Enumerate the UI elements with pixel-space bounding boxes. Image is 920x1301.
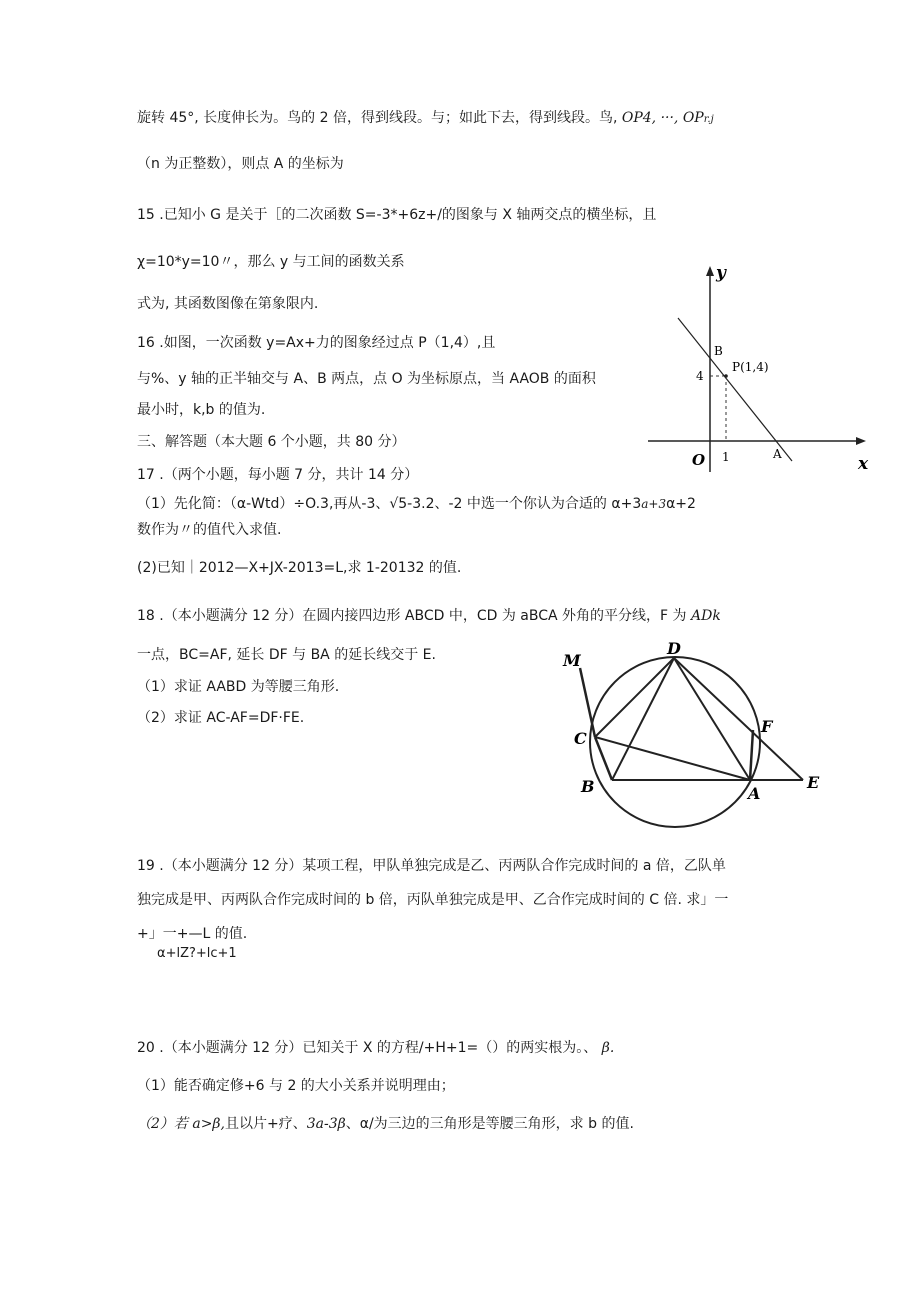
- segment-af: [750, 730, 753, 780]
- label-m: M: [563, 651, 581, 670]
- question-18-part-1: （1）求证 AABD 为等腰三角形.: [137, 679, 340, 695]
- line-1-math: OP4, ···, OP: [621, 110, 704, 126]
- point-b-label: B: [714, 344, 723, 358]
- section-3-heading: 三、解答题（本大题 6 个小题，共 80 分）: [137, 434, 406, 450]
- q20-math: β.: [601, 1040, 615, 1056]
- origin-label: O: [692, 451, 706, 469]
- y-axis-arrow: [706, 266, 714, 276]
- label-f: F: [761, 717, 773, 736]
- question-17-part-2: (2)已知｜2012—X+JX-2013=L,求 1-20132 的值.: [137, 560, 462, 576]
- label-a: A: [748, 784, 761, 803]
- x-axis-arrow: [856, 437, 866, 445]
- question-15-end: 式为, 其函数图像在第象限内.: [137, 296, 319, 312]
- question-20: [137, 1038, 614, 1058]
- question-20-part-1: （1）能否确定修+6 与 2 的大小关系并说明理由；: [137, 1078, 455, 1094]
- question-17: 17 .（两个小题，每小题 7 分，共计 14 分）: [137, 467, 419, 483]
- label-c: C: [574, 729, 587, 748]
- q20-2-tail: 、α/为三边的三角形是等腰三角形，求 b 的值.: [345, 1116, 634, 1132]
- q18-text: 18 .（本小题满分 12 分）在圆内接四边形 ABCD 中，CD 为 aBCA 外角的平分线，F 为: [137, 608, 687, 624]
- tick-1-label: 1: [722, 450, 730, 464]
- question-18: [137, 606, 721, 626]
- question-18-part-2: （2）求证 AC-AF=DF·FE.: [137, 710, 305, 726]
- q18-math: ADk: [690, 608, 721, 624]
- question-17-part-1: [137, 494, 696, 514]
- tick-4-label: 4: [696, 369, 704, 383]
- q20-2-text: 且以片+疗、: [224, 1116, 307, 1132]
- question-19-formula: α+lZ?+lc+1: [157, 946, 237, 961]
- function-line: [678, 318, 792, 461]
- question-15-cont: χ=10*y=10〃，那么 y 与工间的函数关系: [137, 254, 405, 270]
- label-b: B: [581, 777, 595, 796]
- point-p-label: P(1,4): [732, 360, 769, 374]
- inscribed-quadrilateral-figure: [555, 640, 830, 835]
- question-16-end: 最小时，k,b 的值为.: [137, 402, 266, 418]
- point-a-label: A: [773, 447, 782, 461]
- line-1-text: 旋转 45°, 长度伸长为。鸟的 2 倍，得到线段。与；如此下去，得到线段。鸟,: [137, 110, 618, 126]
- linear-function-graph: [640, 258, 880, 480]
- question-16: 16 .如图，一次函数 y=Ax+力的图象经过点 P（1,4）,且: [137, 335, 496, 351]
- x-axis-label: x: [858, 454, 869, 474]
- question-17-part-1-cont: 数作为〃的值代入求值.: [137, 522, 282, 538]
- question-19: 19 .（本小题满分 12 分）某项工程，甲队单独完成是乙、丙两队合作完成时间的 a 倍，乙队单: [137, 858, 726, 874]
- question-19-end: +」一+—L 的值.: [137, 926, 248, 942]
- line-2: （n 为正整数），则点 A 的坐标为: [137, 156, 344, 172]
- segment-mc: [580, 668, 595, 737]
- question-16-cont: 与%、y 轴的正半轴交与 A、B 两点，点 O 为坐标原点，当 AAOB 的面积: [137, 371, 596, 387]
- question-20-part-2: [137, 1114, 634, 1134]
- q20-2-expr: 3a-3β: [306, 1116, 346, 1132]
- label-d: D: [667, 640, 681, 658]
- y-axis-label: y: [716, 263, 726, 283]
- label-e: E: [807, 773, 820, 792]
- line-1: [137, 108, 714, 130]
- q17-1-tail: α+2: [666, 496, 696, 512]
- q17-1-text: （1）先化简：（α-Wtd）÷O.3,再从-3、√5-3.2、-2 中选一个你认为合适的 α+3: [137, 496, 642, 512]
- q17-1-math: a+3: [641, 497, 667, 511]
- point-p-dot: [724, 374, 728, 378]
- q20-text: 20 .（本小题满分 12 分）已知关于 X 的方程/+H+1=（）的两实根为。、: [137, 1040, 598, 1056]
- line-1-sub: r.j: [703, 114, 714, 125]
- question-19-cont: 独完成是甲、丙两队合作完成时间的 b 倍，丙队单独完成是甲、乙合作完成时间的 C 倍. 求」一: [137, 892, 729, 908]
- question-15: 15 .已知小 G 是关于［的二次函数 S=-3*+6z+/的图象与 X 轴两交点的横坐标，且: [137, 207, 657, 223]
- segment-dc: [595, 658, 674, 737]
- q20-2-math: （2）若 a>β,: [137, 1116, 225, 1132]
- question-18-cont: 一点，BC=AF, 延长 DF 与 BA 的延长线交于 E.: [137, 647, 436, 663]
- segment-cb: [595, 737, 612, 780]
